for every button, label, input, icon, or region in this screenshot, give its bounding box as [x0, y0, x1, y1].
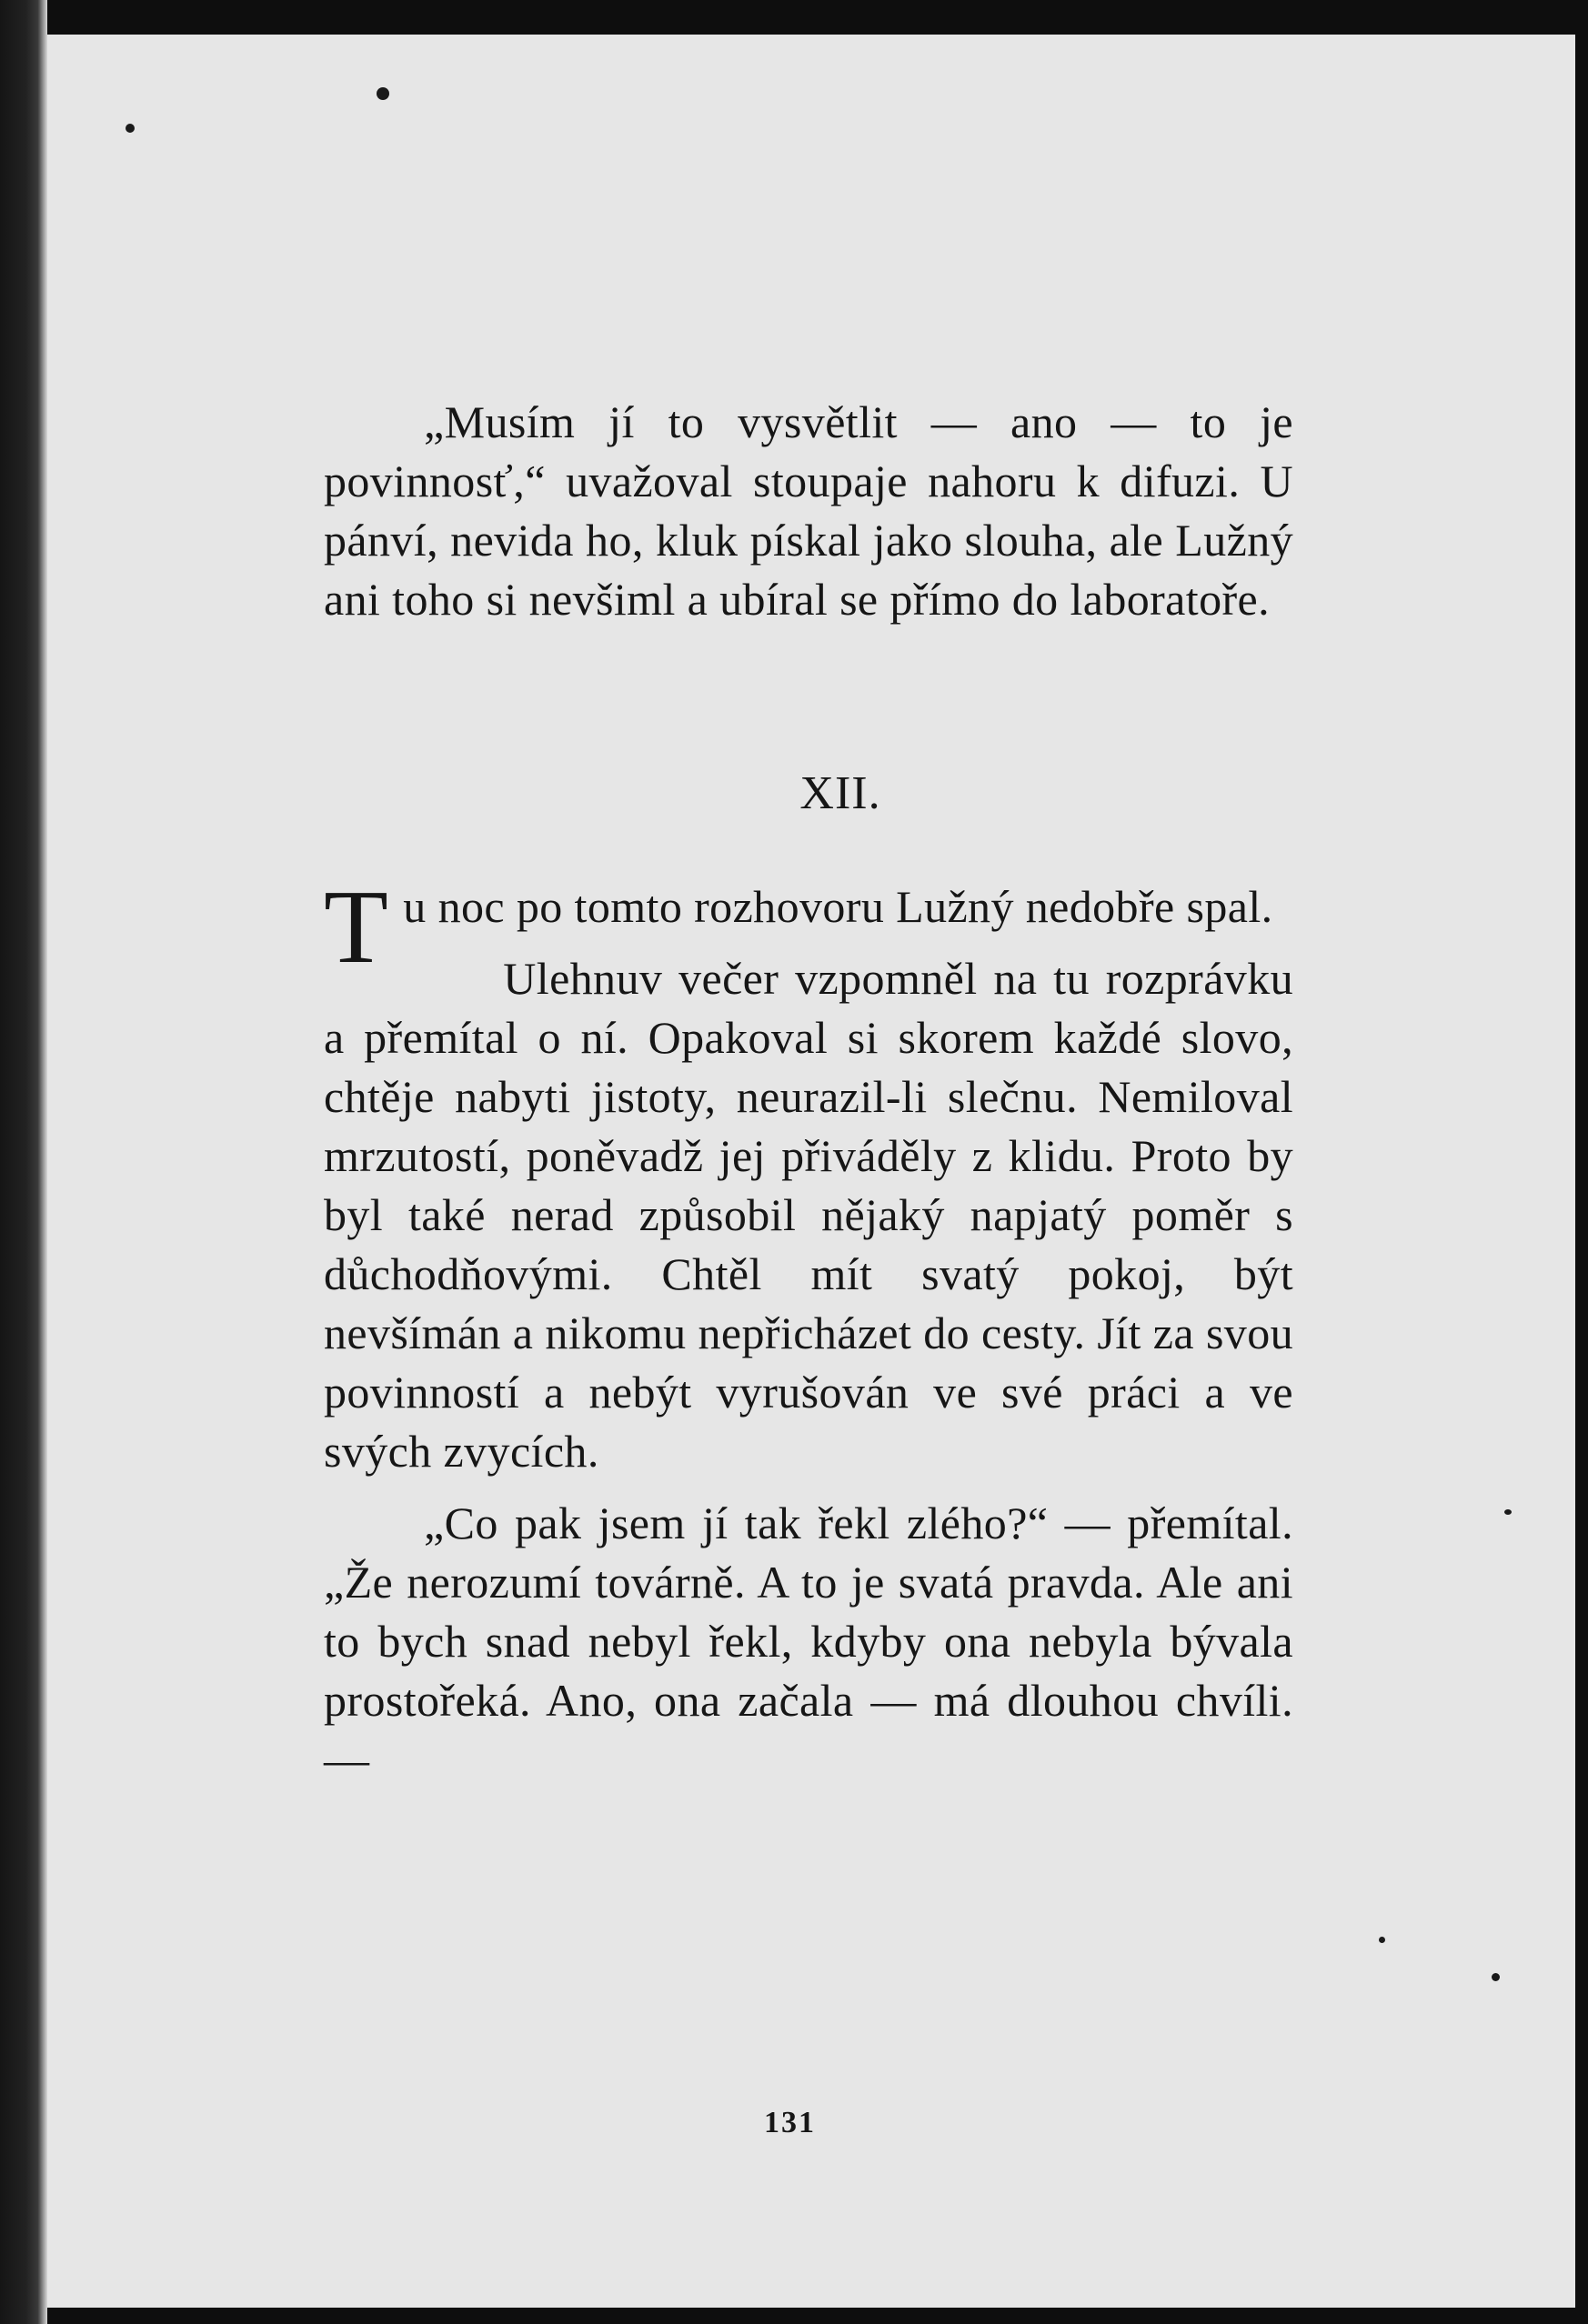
paragraph-first: [324, 869, 1293, 986]
dust-speck: [126, 124, 135, 133]
dust-speck: [1492, 1973, 1500, 1981]
page-number: 131: [764, 2106, 816, 2139]
dust-speck: [1379, 1937, 1385, 1943]
drop-cap: T: [324, 869, 389, 986]
dust-speck: [377, 87, 389, 100]
dust-speck: [1504, 1509, 1512, 1515]
page-text: [324, 393, 1293, 1789]
paragraph-opening: „Musím jí to vysvětlit — ano — to je povinnosť,“ uvažoval stoupaje nahoru k difuzi. U pánví, nevida ho, kluk pískal jako slouha, ale Lužný ani toho si nevšiml a ubíral se přímo do laboratoře.: [324, 396, 1293, 625]
book-binding-edge: [0, 0, 47, 2324]
paragraph-second: Ulehnuv večer vzpomněl na tu rozprávku a přemítal o ní. Opakoval si skorem každé slovo, chtěje nabyti jistoty, neurazil-li slečnu. Nemiloval mrzutostí, poněvadž jej přiváděly z klidu. Proto by byl také nerad způsobil nějaký napjatý poměr s důchodňovými. Chtěl mít svatý pokoj, být nevšímán a nikomu nepřicházet do cesty. Jít za svou povinností a nebýt vyrušován ve své práci a ve svých zvycích.: [324, 953, 1293, 1477]
paragraph-first-text: u noc po tomto rozhovoru Lužný nedobře spal.: [403, 881, 1273, 932]
chapter-heading: XII.: [799, 767, 881, 819]
paragraph-third: „Co pak jsem jí tak řekl zlého?“ — přemítal. „Že nerozumí továrně. A to je svatá pravda. Ale ani to bych snad nebyl řekl, kdyby ona nebyla bývala prostořeká. Ano, ona začala — má dlouhou chvíli. —: [324, 1498, 1293, 1785]
